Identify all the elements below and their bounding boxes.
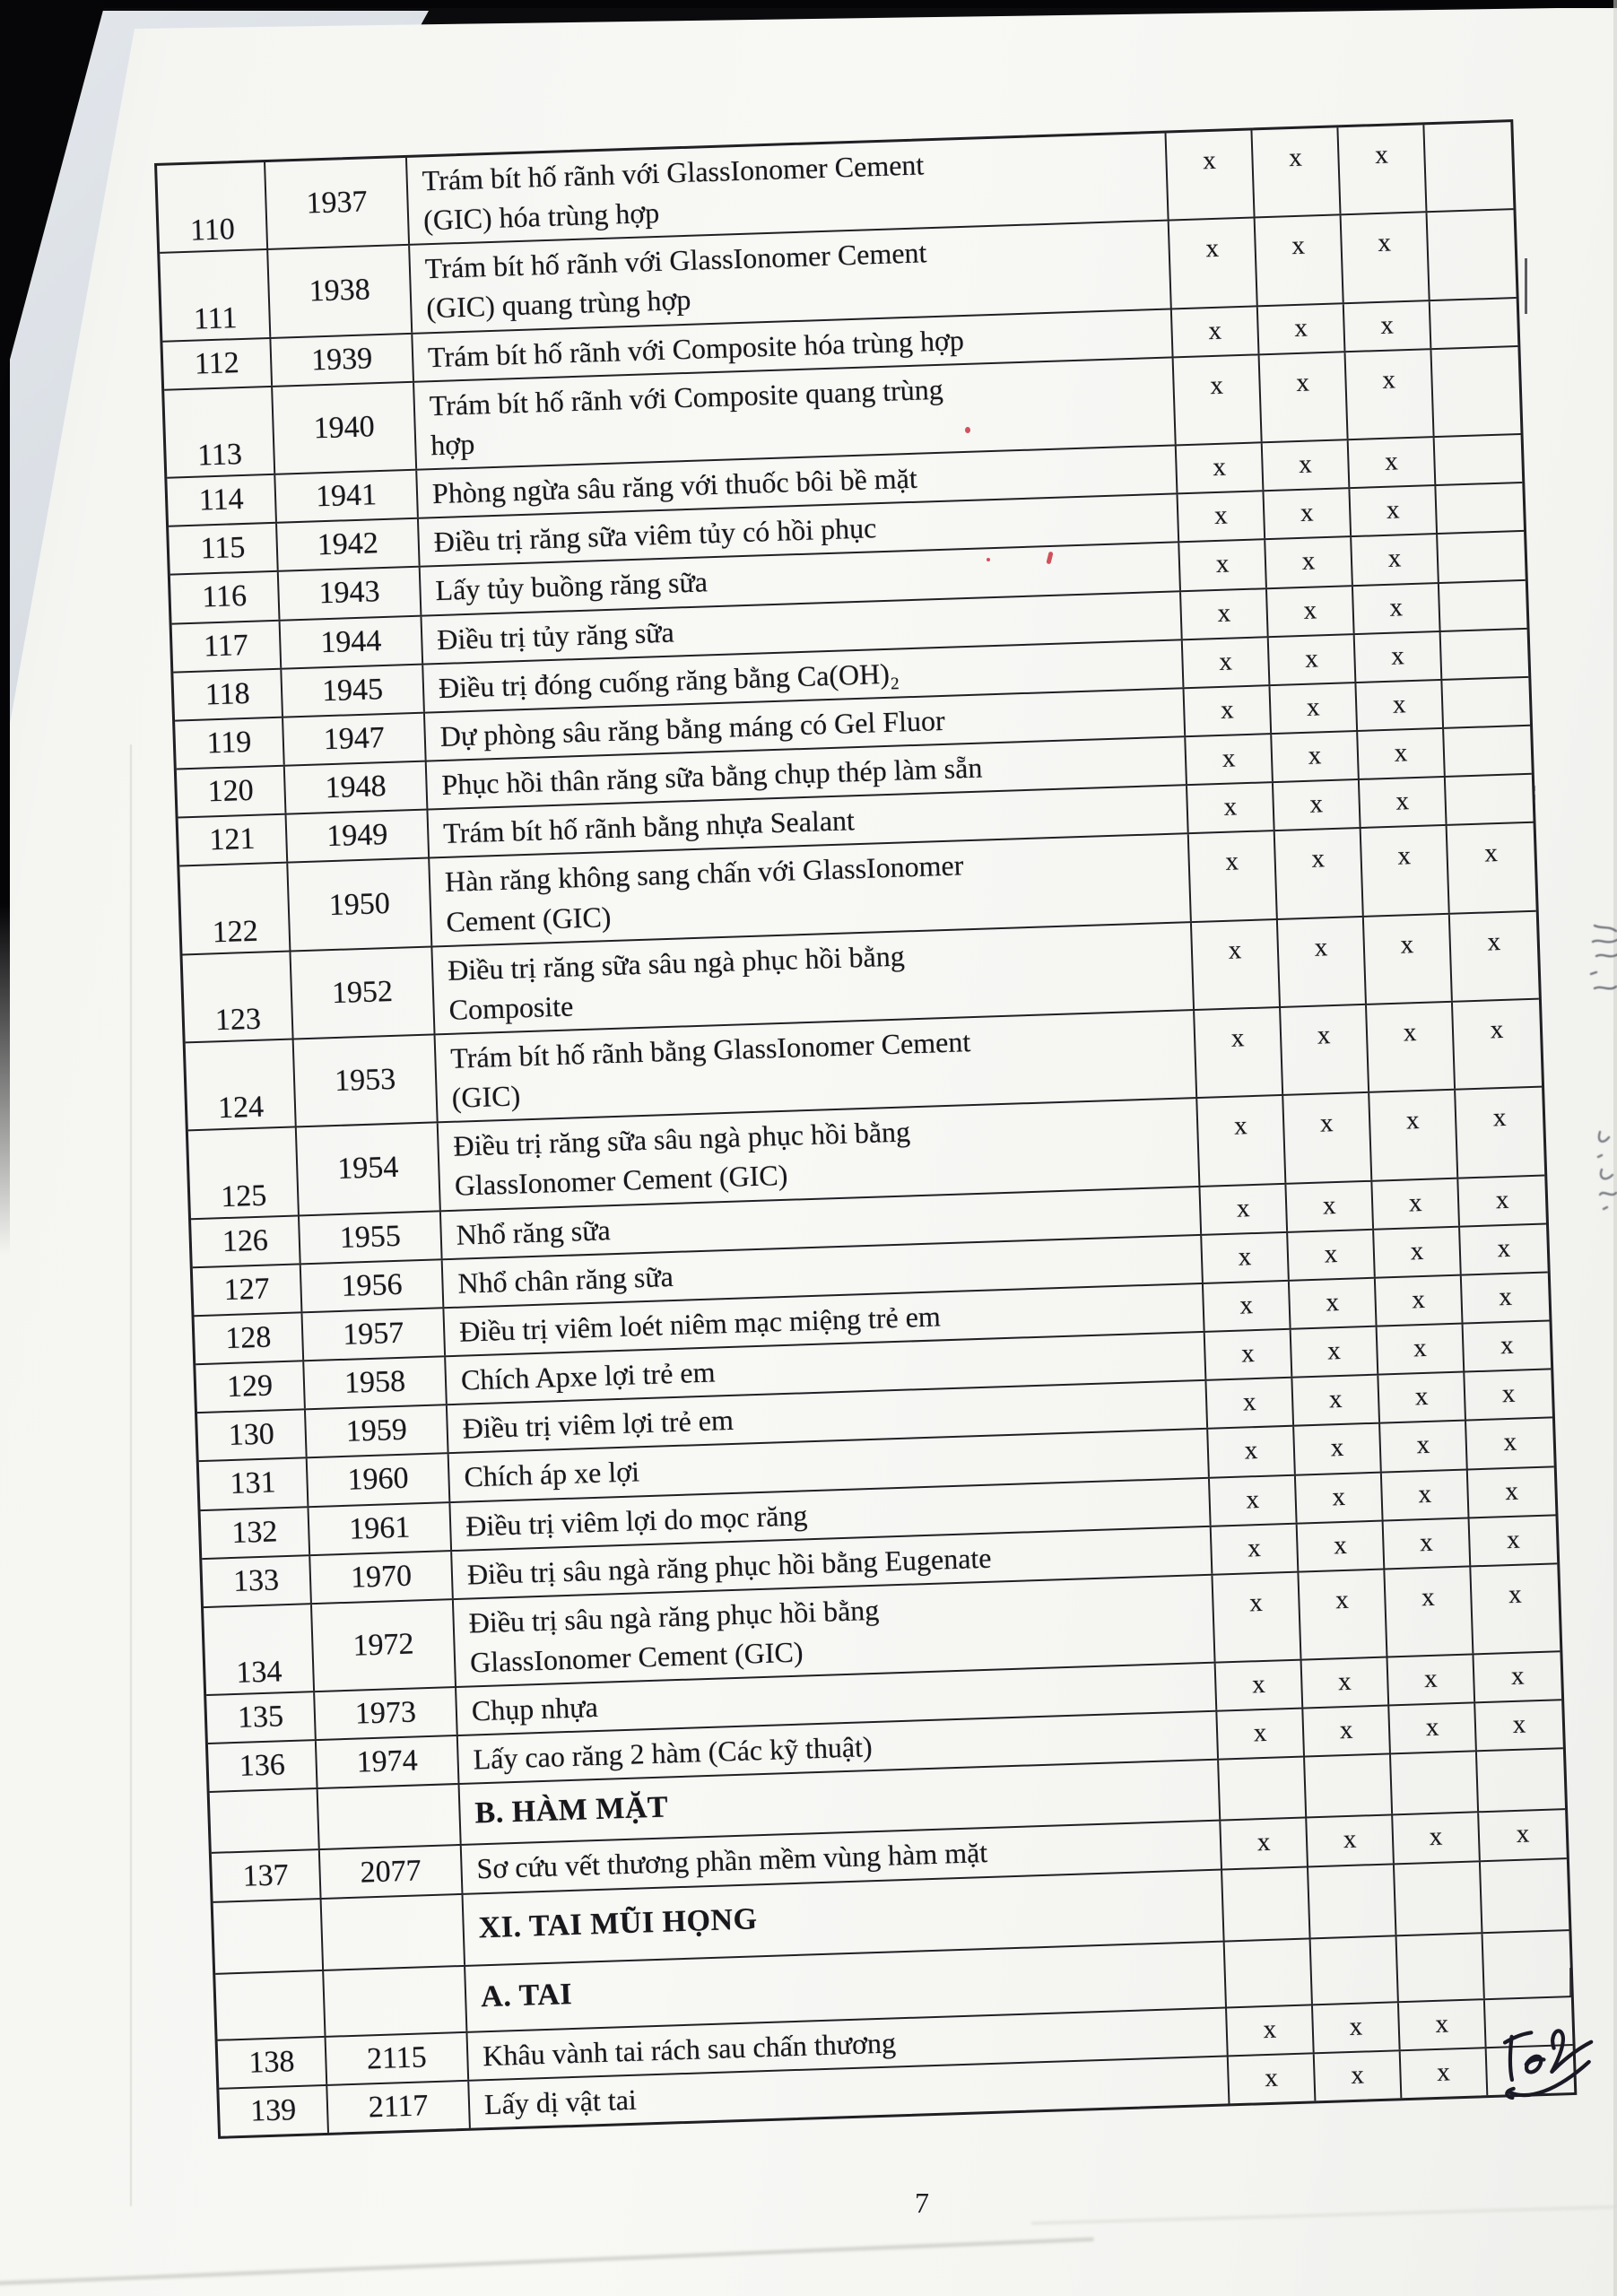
procedure-name-cell: Chụp nhựa	[456, 1664, 1217, 1735]
table-tilt-wrapper	[154, 119, 1577, 2139]
stt-cell: 134	[204, 1605, 315, 1694]
code-cell: 2115	[326, 2032, 470, 2083]
check-cell: x	[1202, 1233, 1290, 1283]
procedure-name-cell: Trám bít hố rãnh với Composite quang trùng hợp	[414, 358, 1177, 469]
check-cell: x	[1181, 589, 1269, 639]
stt-cell: 135	[206, 1692, 317, 1743]
check-cell: x	[1388, 1656, 1476, 1705]
stt-cell: 112	[162, 339, 273, 389]
check-cell: x	[1286, 1181, 1374, 1231]
code-cell: 1937	[265, 158, 410, 248]
code-cell	[322, 1895, 465, 1970]
code-cell: 1939	[271, 334, 414, 385]
check-cell: x	[1264, 489, 1352, 538]
check-cell: x	[1174, 355, 1263, 444]
margin-pen-mark	[1525, 258, 1527, 314]
procedure-name-cell: Nhổ chân răng sữa	[443, 1236, 1204, 1307]
stt-cell: 123	[183, 952, 294, 1041]
check-cell: x	[1490, 1014, 1504, 1045]
check-cell	[1395, 1862, 1482, 1935]
stt-cell: 116	[170, 572, 281, 622]
check-cell: x	[1189, 831, 1278, 920]
stt-cell: 133	[202, 1556, 312, 1606]
stt-cell: 111	[160, 250, 271, 340]
code-cell: 1944	[281, 616, 424, 667]
check-cell: x	[1294, 1424, 1382, 1474]
code-cell: 1954	[297, 1124, 441, 1214]
section-label-cell: A. TAI	[465, 1942, 1227, 2031]
code-cell: 1970	[310, 1552, 454, 1603]
check-cell: x	[1352, 535, 1439, 584]
stt-cell: 120	[177, 767, 287, 817]
code-cell: 1957	[302, 1309, 446, 1360]
stt-cell: 117	[172, 621, 283, 671]
check-cell: x	[1274, 780, 1361, 830]
code-cell: 1950	[288, 859, 432, 950]
stt-cell: 132	[201, 1508, 311, 1558]
check-cell	[1219, 1758, 1307, 1820]
check-cell: x	[1512, 1709, 1526, 1740]
procedure-name-cell: Điều trị viêm loét niêm mạc miệng trẻ em	[444, 1284, 1204, 1355]
code-cell	[324, 1966, 467, 2035]
check-cell: x	[1217, 1709, 1305, 1759]
check-cell	[1431, 347, 1520, 436]
check-cell: x	[1399, 2000, 1487, 2049]
check-cell	[1311, 1936, 1399, 2004]
code-cell: 1972	[312, 1600, 456, 1691]
stt-cell: 125	[188, 1128, 300, 1218]
procedure-name-cell: Điều trị viêm lợi trẻ em	[448, 1381, 1208, 1452]
procedure-name-cell: Phục hồi thân răng sữa bằng chụp thép làm sẵn	[427, 737, 1187, 808]
check-cell: x	[1382, 1470, 1470, 1519]
check-cell: x	[1349, 438, 1437, 487]
check-cell: x	[1393, 1813, 1481, 1863]
procedure-name-cell: Điều trị tủy răng sữa	[422, 592, 1182, 663]
stt-cell: 127	[193, 1265, 303, 1315]
procedure-name-cell: Điều trị răng sữa viêm tủy có hồi phục	[419, 495, 1179, 566]
check-cell: x	[1178, 491, 1266, 541]
scan-edge-top	[0, 0, 1617, 8]
check-cell: x	[1260, 352, 1349, 441]
procedure-name-cell: Trám bít hố rãnh với GlassIonomer Cement (GIC) hóa trùng hợp	[407, 134, 1169, 245]
check-cell: x	[1315, 2051, 1403, 2100]
code-cell: 1960	[308, 1455, 451, 1506]
procedure-name-cell: Điều trị răng sữa sâu ngà phục hồi bằng GlassIonomer Cement (GIC)	[439, 1099, 1201, 1210]
check-cell: x	[1378, 1373, 1466, 1422]
stt-cell: 130	[197, 1410, 308, 1460]
check-cell: x	[1267, 587, 1355, 636]
check-cell	[1441, 630, 1529, 679]
check-cell	[1439, 580, 1527, 630]
procedure-name-cell: Lấy dị vật tai	[469, 2057, 1230, 2127]
check-cell: x	[1185, 686, 1273, 735]
stt-cell	[210, 1790, 320, 1853]
check-cell: x	[1510, 1661, 1526, 1692]
check-cell	[1477, 1750, 1565, 1812]
code-cell: 1973	[315, 1688, 458, 1739]
code-cell: 1949	[287, 811, 430, 862]
check-cell: x	[1380, 1422, 1468, 1471]
check-cell: x	[1356, 681, 1444, 730]
check-cell: x	[1272, 732, 1360, 781]
code-cell: 1940	[273, 383, 417, 474]
code-cell: 1943	[279, 568, 422, 619]
stt-cell: 115	[169, 524, 279, 574]
code-cell: 1941	[275, 471, 419, 522]
check-cell: x	[1378, 1325, 1465, 1374]
code-cell: 1948	[285, 762, 429, 813]
check-cell: x	[1346, 350, 1435, 439]
check-cell: x	[1187, 783, 1275, 832]
check-cell: x	[1374, 1227, 1462, 1276]
code-cell: 1945	[282, 665, 425, 716]
check-cell: x	[1200, 1184, 1288, 1233]
check-cell: x	[1167, 130, 1256, 219]
procedure-name-cell: Trám bít hố rãnh bằng nhựa Sealant	[428, 786, 1188, 857]
stt-cell: 124	[186, 1039, 297, 1129]
check-cell	[1391, 1752, 1479, 1814]
stt-cell: 139	[219, 2086, 329, 2136]
stt-cell: 128	[195, 1313, 305, 1363]
code-cell: 1942	[277, 519, 421, 570]
check-cell: x	[1210, 1475, 1298, 1525]
check-cell: x	[1296, 1473, 1384, 1522]
code-cell: 1959	[306, 1405, 449, 1457]
check-cell: x	[1270, 683, 1358, 733]
check-cell	[1225, 1939, 1313, 2006]
check-cell: x	[1298, 1521, 1386, 1570]
procedure-name-cell: Điều trị răng sữa sâu ngà phục hồi bằng Composite	[432, 923, 1195, 1034]
code-cell: 1952	[291, 947, 435, 1038]
check-cell: x	[1263, 440, 1351, 490]
check-cell: x	[1186, 735, 1274, 784]
check-cell	[1435, 435, 1523, 484]
check-cell: x	[1483, 839, 1499, 868]
stt-cell: 136	[208, 1741, 318, 1791]
check-cell: x	[1169, 219, 1258, 308]
check-cell: x	[1358, 729, 1446, 778]
code-cell: 1938	[268, 246, 413, 336]
check-cell	[1436, 483, 1524, 533]
check-cell: x	[1205, 1330, 1293, 1379]
procedure-name-cell: Phòng ngừa sâu răng với thuốc bôi bề mặt	[417, 446, 1178, 517]
procedure-name-cell: Trám bít hố rãnh với Composite hóa trùng hợp	[413, 309, 1173, 380]
stt-cell	[213, 1900, 324, 1973]
check-cell: x	[1204, 1282, 1291, 1331]
stt-cell: 129	[196, 1361, 306, 1412]
stt-cell: 131	[199, 1459, 309, 1509]
code-cell: 1953	[294, 1035, 439, 1126]
check-cell: x	[1269, 635, 1357, 684]
check-cell: x	[1281, 1005, 1369, 1094]
check-cell: x	[1197, 1096, 1286, 1185]
check-cell: x	[1338, 125, 1427, 213]
check-cell: x	[1299, 1570, 1387, 1658]
procedure-name-cell: Điều trị sâu ngà răng phục hồi bằng GlassIonomer Cement (GIC)	[454, 1576, 1216, 1687]
code-cell: 2077	[320, 1846, 464, 1897]
check-cell: x	[1227, 2005, 1315, 2055]
check-cell: x	[1183, 638, 1271, 687]
check-cell: x	[1265, 538, 1353, 587]
section-label-cell: B. HÀM MẶT	[460, 1761, 1221, 1844]
stt-cell	[215, 1971, 326, 2039]
check-cell: x	[1508, 1579, 1523, 1609]
check-cell: x	[1497, 1233, 1511, 1264]
code-cell	[318, 1785, 462, 1848]
check-cell	[1438, 532, 1526, 581]
procedure-name-cell: Hàn răng không sang chấn với GlassIonomer Cement (GIC)	[430, 834, 1192, 945]
check-cell: x	[1303, 1707, 1391, 1756]
check-cell: x	[1360, 778, 1447, 827]
check-cell: x	[1361, 826, 1450, 915]
check-cell: x	[1389, 1704, 1477, 1753]
code-cell: 1955	[300, 1212, 443, 1263]
check-cell: x	[1492, 1103, 1507, 1133]
check-cell: x	[1516, 1819, 1530, 1849]
page-fold-crease	[130, 744, 132, 2206]
check-cell: x	[1498, 1282, 1513, 1312]
stt-cell: 138	[218, 2038, 328, 2088]
margin-scribble	[1587, 922, 1617, 999]
check-cell: x	[1503, 1428, 1517, 1457]
check-cell: x	[1355, 632, 1443, 682]
check-cell: x	[1302, 1658, 1390, 1708]
check-cell: x	[1258, 304, 1346, 353]
check-cell: x	[1216, 1661, 1304, 1710]
check-cell: x	[1344, 301, 1432, 351]
procedure-name-cell: Chích áp xe lợi	[449, 1430, 1210, 1500]
stt-cell: 137	[212, 1850, 322, 1900]
check-cell: x	[1350, 486, 1438, 535]
check-cell	[1397, 1934, 1485, 2001]
stt-cell: 114	[167, 475, 277, 526]
check-cell: x	[1501, 1378, 1516, 1409]
procedure-name-cell: Trám bít hố rãnh với GlassIonomer Cement (GIC) quang trùng hợp	[410, 222, 1172, 333]
section-label-cell: XI. TAI MŨI HỌNG	[464, 1870, 1225, 1964]
code-cell: 1961	[309, 1503, 452, 1554]
check-cell	[1444, 726, 1532, 776]
check-cell: x	[1376, 1275, 1464, 1325]
code-cell: 1974	[317, 1736, 460, 1787]
check-cell: x	[1290, 1279, 1378, 1328]
check-cell: x	[1288, 1230, 1376, 1279]
check-cell: x	[1229, 2054, 1317, 2103]
stt-cell: 126	[191, 1216, 301, 1266]
check-cell	[1430, 299, 1518, 348]
check-cell	[1308, 1865, 1396, 1937]
check-cell: x	[1192, 920, 1281, 1009]
check-cell: x	[1256, 216, 1344, 305]
check-cell: x	[1221, 1819, 1308, 1868]
check-cell	[1446, 775, 1534, 824]
procedure-name-cell: Trám bít hố rãnh bằng GlassIonomer Cement (GIC)	[436, 1011, 1198, 1122]
handwritten-signature	[1497, 2022, 1603, 2111]
check-cell: x	[1353, 584, 1441, 633]
check-cell: x	[1500, 1330, 1515, 1361]
check-cell	[1428, 210, 1517, 299]
procedure-table	[154, 119, 1577, 2139]
procedure-name-cell: Lấy cao răng 2 hàm (Các kỹ thuật)	[458, 1712, 1219, 1783]
check-cell: x	[1506, 1525, 1521, 1554]
check-cell: x	[1177, 443, 1265, 492]
check-cell	[1481, 1859, 1569, 1932]
stt-cell: 118	[173, 669, 283, 719]
check-cell: x	[1195, 1008, 1283, 1097]
check-cell: x	[1487, 926, 1501, 957]
check-cell: x	[1495, 1185, 1509, 1214]
check-cell: x	[1385, 1567, 1474, 1656]
check-cell: x	[1283, 1093, 1372, 1182]
check-cell: x	[1208, 1427, 1296, 1476]
check-cell	[1442, 678, 1530, 727]
check-cell: x	[1292, 1376, 1380, 1425]
stt-cell: 119	[175, 718, 285, 769]
check-cell	[1305, 1755, 1393, 1817]
check-cell: x	[1384, 1518, 1472, 1568]
check-cell: x	[1372, 1178, 1460, 1228]
code-cell: 1958	[304, 1357, 448, 1408]
check-cell: x	[1172, 307, 1260, 356]
stt-cell: 121	[178, 815, 289, 865]
page-number: 7	[915, 2187, 929, 2219]
check-cell: x	[1213, 1572, 1301, 1661]
check-cell: x	[1369, 1091, 1458, 1179]
check-cell: x	[1342, 213, 1430, 302]
check-cell: x	[1504, 1476, 1519, 1506]
check-cell	[1482, 1931, 1570, 1998]
check-cell: x	[1252, 127, 1341, 216]
procedure-name-cell: Điều trị sâu ngà răng phục hồi bằng Eugenate	[452, 1526, 1213, 1597]
code-cell: 1947	[283, 713, 427, 764]
procedure-name-cell: Lấy tủy buồng răng sữa	[421, 544, 1181, 614]
procedure-name-cell: Chích Apxe lợi trẻ em	[446, 1333, 1206, 1404]
margin-scribble	[1591, 1126, 1617, 1213]
procedure-name-cell: Điều trị đóng cuống răng bằng Ca(OH)₂	[423, 640, 1184, 711]
procedure-name-cell: Khâu vành tai rách sau chấn thương	[467, 2008, 1228, 2079]
check-cell: x	[1212, 1524, 1300, 1573]
check-cell: x	[1367, 1003, 1456, 1091]
check-cell	[1222, 1867, 1310, 1940]
code-cell: 2117	[327, 2082, 471, 2133]
check-cell: x	[1275, 829, 1364, 918]
check-cell: x	[1291, 1327, 1379, 1377]
check-cell: x	[1307, 1816, 1395, 1866]
check-cell: x	[1313, 2003, 1401, 2052]
check-cell	[1424, 122, 1513, 211]
check-cell: x	[1179, 541, 1267, 590]
code-cell: 1956	[301, 1260, 445, 1311]
procedure-name-cell: Dự phòng sâu răng bằng máng có Gel Fluor	[425, 689, 1186, 760]
check-cell: x	[1278, 918, 1367, 1006]
check-cell: x	[1401, 2048, 1489, 2098]
stt-cell: 122	[179, 864, 291, 953]
check-cell: x	[1364, 914, 1453, 1003]
procedure-name-cell: Sơ cứu vết thương phần mềm vùng hàm mặt	[462, 1822, 1222, 1892]
stt-cell: 113	[164, 387, 275, 477]
stt-cell: 110	[157, 162, 268, 252]
procedure-name-cell: Điều trị viêm lợi do mọc răng	[450, 1478, 1211, 1549]
procedure-name-cell: Nhổ răng sữa	[441, 1187, 1202, 1258]
check-cell: x	[1206, 1378, 1294, 1428]
